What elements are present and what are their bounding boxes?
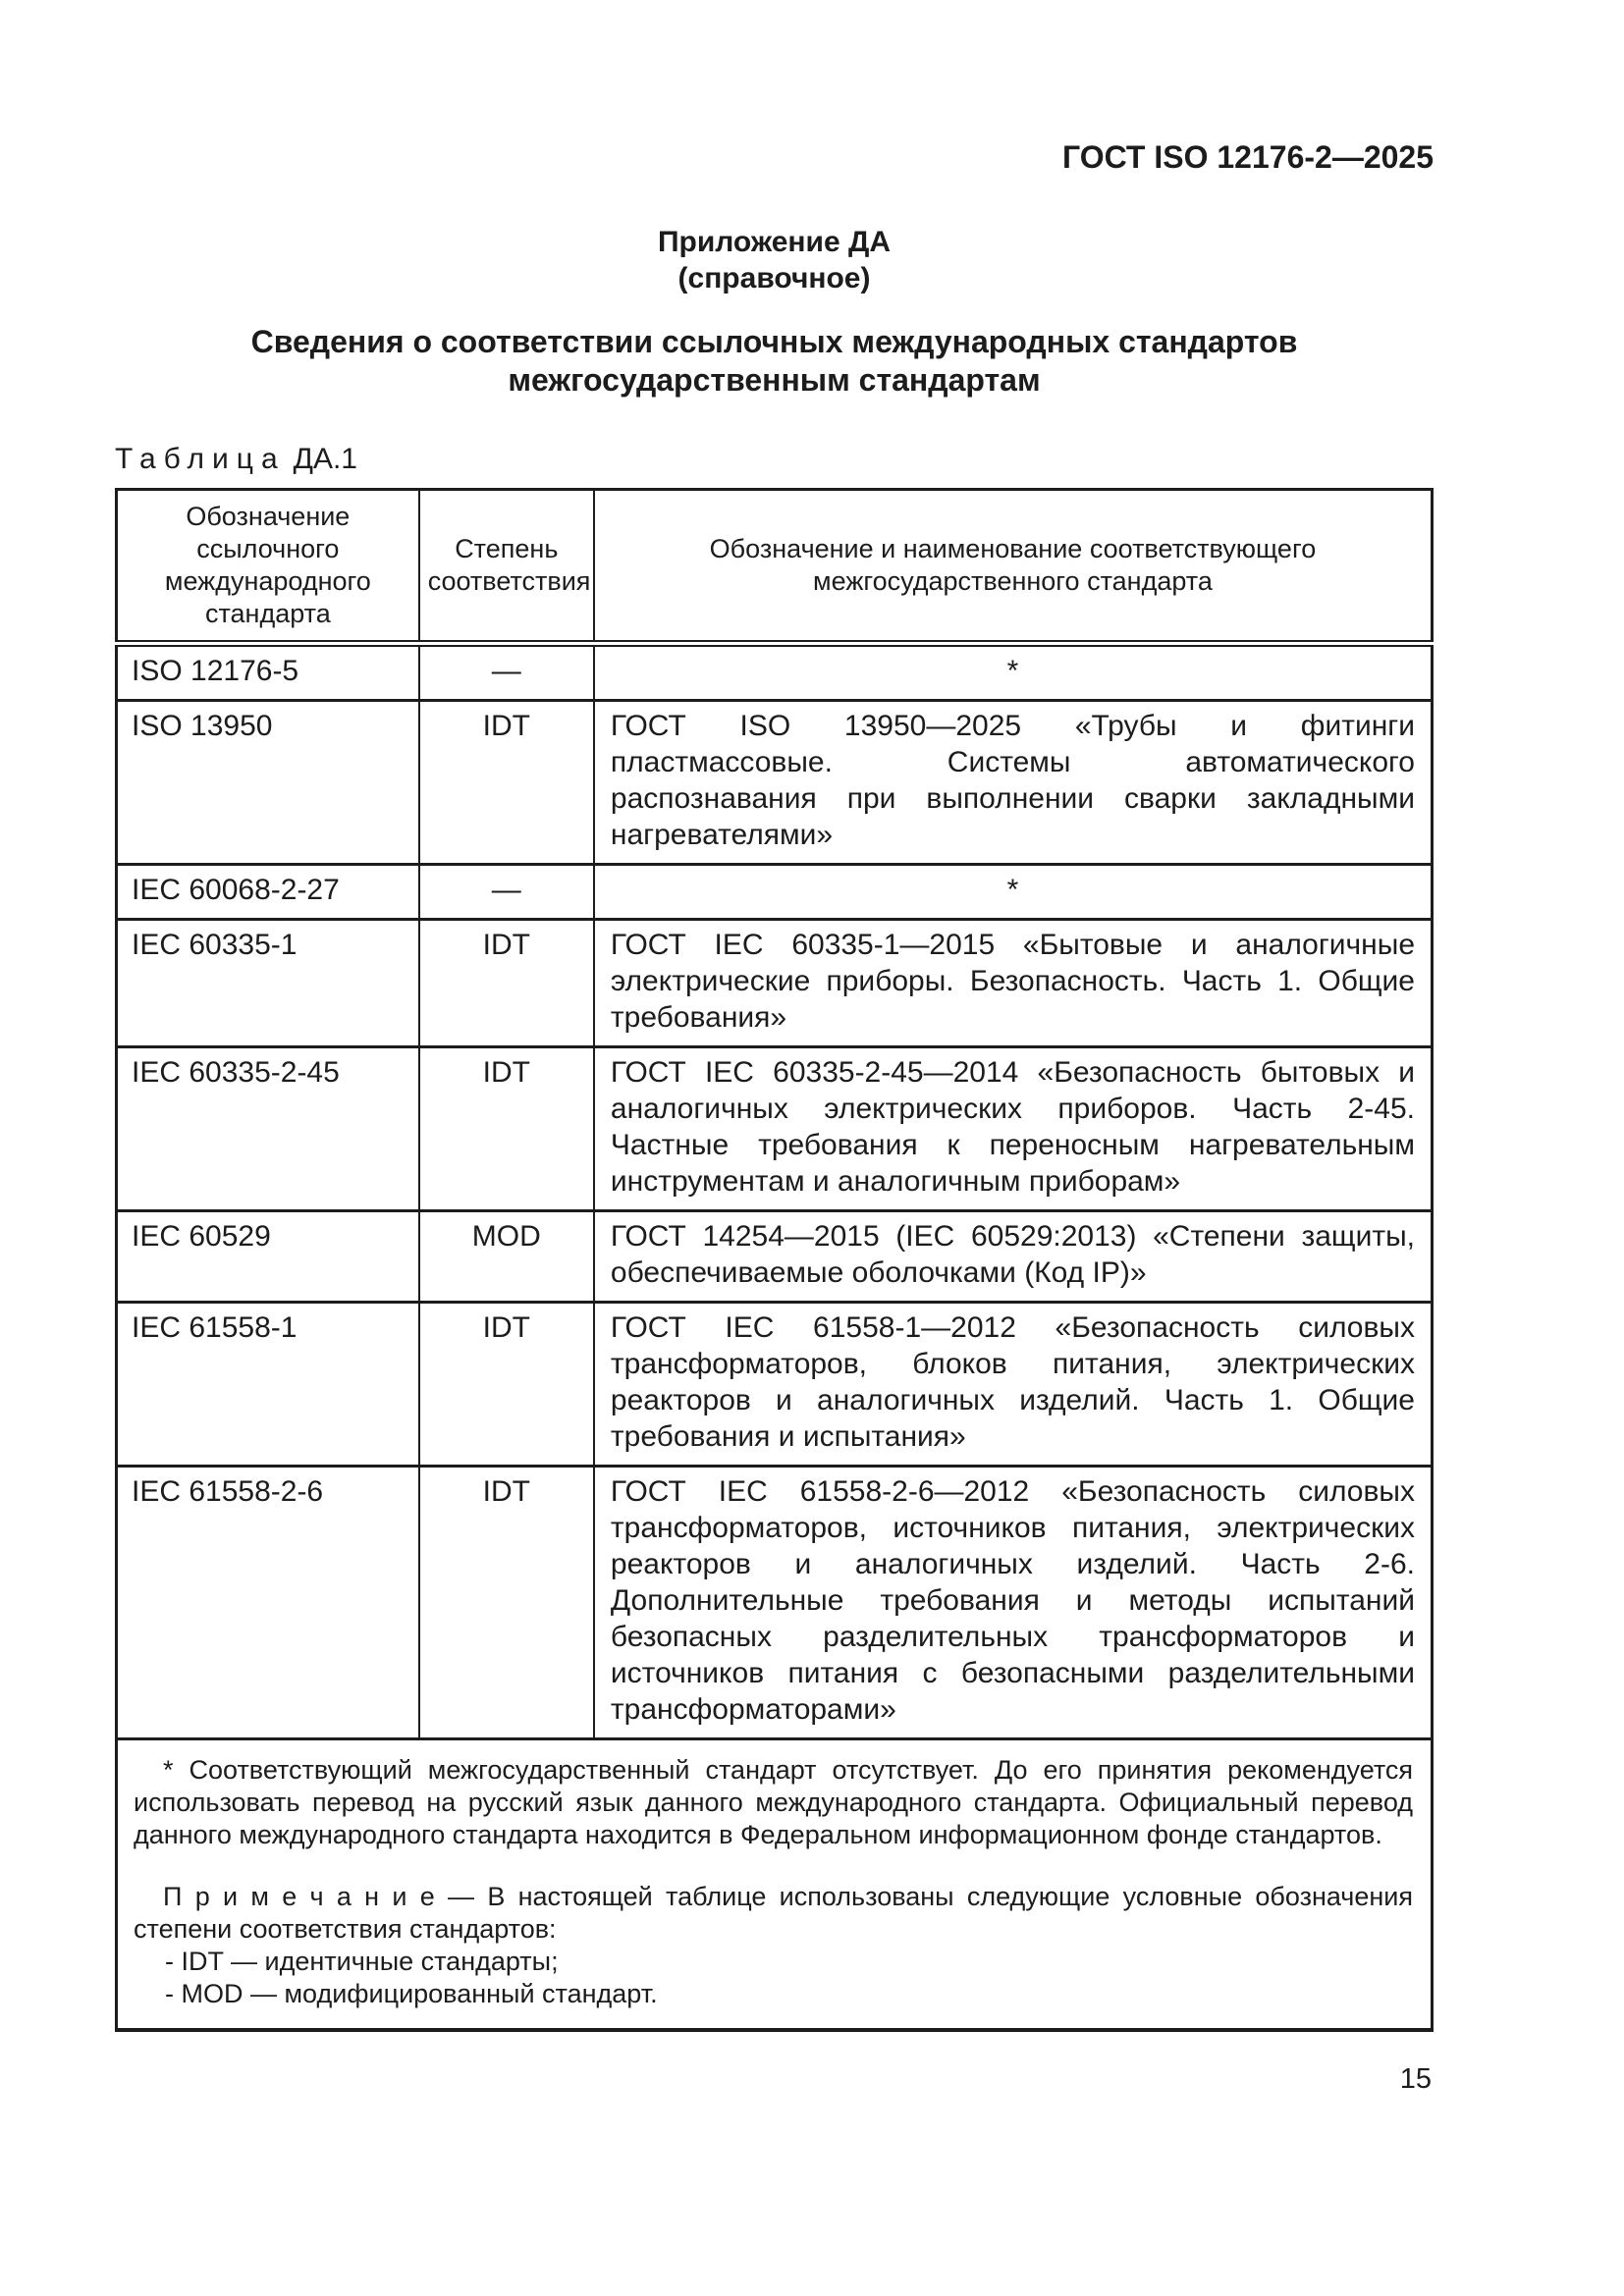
table-row: [117, 865, 1433, 920]
footnote-row: [117, 1739, 1433, 2031]
matching-standard-cell: ГОСТ IEC 61558-1—2012 «Безопасность силовых трансформаторов, блоков питания, электрических реакторов и аналогичных изделий. Часть 1. Общие требования и испытания»: [594, 1303, 1433, 1467]
footnote-asterisk-text: * Соответствующий межгосударственный стандарт отсутствует. До его принятия рекомендуется использовать перевод на русский язык данного международного стандарта. Официальный перевод данного международного стандарта находится в Федеральном информационном фонде стандартов.: [134, 1755, 1413, 1849]
degree-cell: —: [419, 865, 594, 920]
note-text: — В настоящей таблице использованы следующие условные обозначения степени соответствия стандартов:: [134, 1882, 1413, 1944]
ref-standard-cell: IEC 61558-2-6: [117, 1467, 419, 1739]
footnote-cell: [117, 1739, 1433, 2031]
header-matching-standard: Обозначение и наименование соответствующего межгосударственного стандарта: [594, 490, 1433, 644]
degree-cell: IDT: [419, 1047, 594, 1211]
table-body: [117, 644, 1433, 1739]
matching-standard-cell: *: [594, 644, 1433, 701]
degree-cell: IDT: [419, 920, 594, 1047]
table-label-word: Таблица: [115, 443, 286, 475]
degree-cell: IDT: [419, 1467, 594, 1739]
section-title: [115, 323, 1434, 400]
ref-standard-cell: IEC 60068-2-27: [117, 865, 419, 920]
table-row: [117, 644, 1433, 701]
matching-standard-cell: ГОСТ ISO 13950—2025 «Трубы и фитинги пластмассовые. Системы автоматического распознавания при выполнении сварки закладными нагревателями»: [594, 701, 1433, 865]
matching-standard-cell: *: [594, 865, 1433, 920]
matching-standard-cell: ГОСТ 14254—2015 (IEC 60529:2013) «Степени защиты, обеспечиваемые оболочками (Код IP)»: [594, 1211, 1433, 1303]
matching-standard-cell: ГОСТ IEC 60335-1—2015 «Бытовые и аналогичные электрические приборы. Безопасность. Часть 1. Общие требования»: [594, 920, 1433, 1047]
ref-standard-cell: IEC 61558-1: [117, 1303, 419, 1467]
ref-standard-cell: IEC 60335-1: [117, 920, 419, 1047]
ref-standard-cell: IEC 60335-2-45: [117, 1047, 419, 1211]
table-row: [117, 920, 1433, 1047]
note-label: П р и м е ч а н и е: [163, 1882, 435, 1911]
table-row: [117, 1303, 1433, 1467]
table-label-number: ДА.1: [293, 443, 357, 475]
ref-standard-cell: IEC 60529: [117, 1211, 419, 1303]
footnote-note: [134, 1881, 1413, 1946]
header-ref-standard: Обозначение ссылочного международного стандарта: [117, 490, 419, 644]
correspondence-table: [115, 488, 1434, 2032]
degree-cell: IDT: [419, 1303, 594, 1467]
matching-standard-cell: ГОСТ IEC 61558-2-6—2012 «Безопасность силовых трансформаторов, источников питания, электрических реакторов и аналогичных изделий. Часть 2-6. Дополнительные требования и методы испытаний безопасных разделительных трансформаторов и источников питания с безопасными разделительными трансформаторами»: [594, 1467, 1433, 1739]
table-row: [117, 1467, 1433, 1739]
note-item-idt: - IDT — идентичные стандарты;: [165, 1947, 559, 1976]
section-title-line2: межгосударственным стандартам: [508, 362, 1041, 398]
degree-cell: IDT: [419, 701, 594, 865]
appendix-heading: [115, 224, 1434, 296]
degree-cell: MOD: [419, 1211, 594, 1303]
ref-standard-cell: ISO 12176-5: [117, 644, 419, 701]
section-title-line1: Сведения о соответствии ссылочных международных стандартов: [250, 324, 1298, 359]
note-item-mod: - MOD — модифицированный стандарт.: [165, 1979, 658, 2008]
header-degree: Степень соответствия: [419, 490, 594, 644]
appendix-title: Приложение ДА: [657, 226, 892, 258]
table-label: [115, 443, 1434, 476]
page-content: [115, 0, 1434, 2032]
degree-cell: —: [419, 644, 594, 701]
doc-code: ГОСТ ISO 12176-2—2025: [1062, 139, 1434, 175]
table-row: [117, 1047, 1433, 1211]
table-row: [117, 701, 1433, 865]
ref-standard-cell: ISO 13950: [117, 701, 419, 865]
table-header-row: [117, 490, 1433, 644]
page-number: 15: [1399, 2063, 1432, 2095]
table-row: [117, 1211, 1433, 1303]
appendix-subtitle: (справочное): [677, 262, 871, 294]
matching-standard-cell: ГОСТ IEC 60335-2-45—2014 «Безопасность бытовых и аналогичных электрических приборов. Часть 2-45. Частные требования к переносным нагревательным инструментам и аналогичным приборам»: [594, 1047, 1433, 1211]
